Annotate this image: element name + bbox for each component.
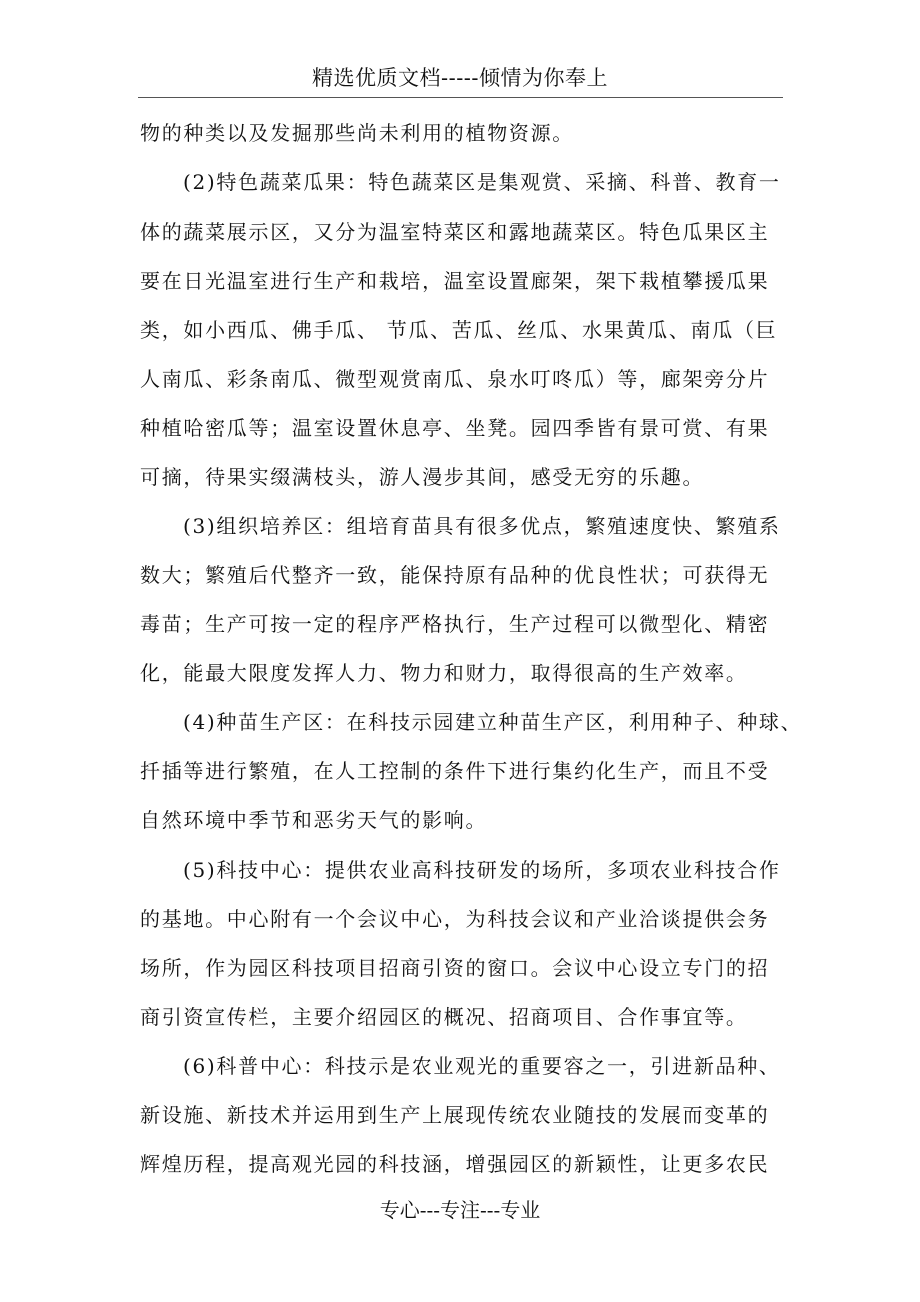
text-line: 化，能最大限度发挥人力、物力和财力，取得很高的生产效率。 <box>140 661 748 685</box>
text-line: 类，如小西瓜、佛手瓜、 节瓜、苦瓜、丝瓜、水果黄瓜、南瓜（巨 <box>140 318 778 342</box>
text-line: 扦插等进行繁殖，在人工控制的条件下进行集约化生产，而且不受 <box>140 759 770 783</box>
paragraph-6-line-1: (6)科普中心：科技示是农业观光的重要容之一，引进新品种、 <box>183 1054 781 1078</box>
text-line: 可摘，待果实缀满枝头，游人漫步其间，感受无穷的乐趣。 <box>140 465 705 489</box>
text-line: 人南瓜、彩条南瓜、微型观赏南瓜、泉水叮咚瓜）等，廊架旁分片 <box>140 367 770 391</box>
text-line: 要在日光温室进行生产和栽培，温室设置廊架，架下栽植攀援瓜果 <box>140 269 770 293</box>
page-header: 精选优质文档-----倾情为你奉上 <box>312 66 608 90</box>
text-line: 物的种类以及发掘那些尚未利用的植物资源。 <box>140 121 574 145</box>
text-line: 新设施、新技术并运用到生产上展现传统农业随技的发展而变革的 <box>140 1103 770 1127</box>
paragraph-3-line-1: (3)组织培养区：组培育苗具有很多优点，繁殖速度快、繁殖系 <box>183 514 781 538</box>
text-line: 的基地。中心附有一个会议中心，为科技会议和产业洽谈提供会务 <box>140 907 770 931</box>
text-line: 自然环境中季节和恶劣天气的影响。 <box>140 808 488 832</box>
paragraph-5-line-1: (5)科技中心：提供农业高科技研发的场所，多项农业科技合作 <box>183 858 781 882</box>
text-line: 数大；繁殖后代整齐一致，能保持原有品种的优良性状；可获得无 <box>140 563 770 587</box>
page-footer: 专心---专注---专业 <box>379 1198 541 1222</box>
paragraph-2-line-1: (2)特色蔬菜瓜果：特色蔬菜区是集观赏、采摘、科普、教育一 <box>183 170 781 194</box>
text-line: 种植哈密瓜等；温室设置休息亭、坐凳。园四季皆有景可赏、有果 <box>140 416 770 440</box>
text-line: 毒苗；生产可按一定的程序严格执行，生产过程可以微型化、精密 <box>140 612 770 636</box>
text-line: 体的蔬菜展示区，又分为温室特菜区和露地蔬菜区。特色瓜果区主 <box>140 220 770 244</box>
text-line: 场所，作为园区科技项目招商引资的窗口。会议中心设立专门的招 <box>140 956 770 980</box>
header-divider <box>138 97 783 98</box>
paragraph-4-line-1: (4)种苗生产区：在科技示园建立种苗生产区，利用种子、种球、 <box>183 710 803 734</box>
text-line: 辉煌历程，提高观光园的科技涵，增强园区的新颖性，让更多农民 <box>140 1152 770 1176</box>
text-line: 商引资宣传栏，主要介绍园区的概况、招商项目、合作事宜等。 <box>140 1005 748 1029</box>
